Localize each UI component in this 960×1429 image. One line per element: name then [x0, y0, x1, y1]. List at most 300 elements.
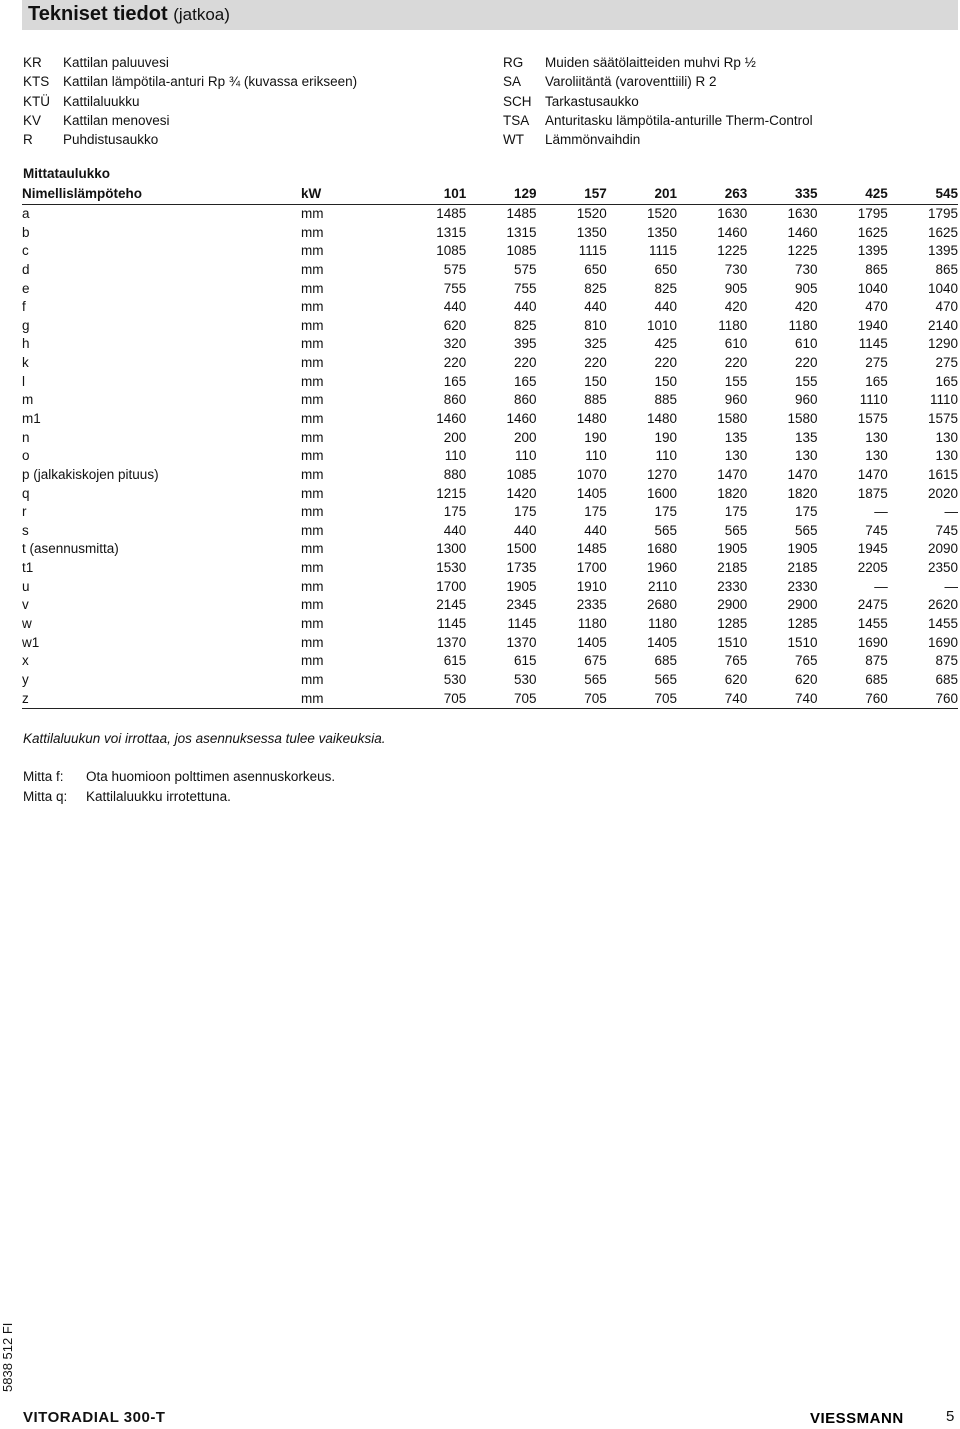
row-unit: mm [301, 522, 324, 538]
mitta-notes [23, 767, 335, 806]
legend-right [503, 53, 813, 149]
row-value: 2475 [857, 597, 888, 613]
row-value: 1460 [506, 411, 537, 426]
table-row [22, 596, 958, 615]
row-unit: mm [301, 429, 324, 445]
row-value: 440 [513, 522, 537, 538]
row-value: 760 [818, 689, 888, 708]
row-value: 2110 [647, 578, 677, 594]
row-value: 130 [865, 429, 888, 445]
legend-text: Varoliitäntä (varoventtiili) R 2 [545, 74, 717, 90]
row-value: 2020 [927, 485, 958, 501]
legend-code: SCH [503, 93, 532, 109]
row-value: 2205 [857, 560, 888, 576]
row-value: 1115 [578, 243, 607, 259]
row-value: 155 [724, 373, 748, 389]
table-row [22, 522, 958, 541]
row-label: o [22, 448, 30, 464]
legend-code: KTS [23, 74, 50, 90]
row-value: 470 [935, 299, 958, 315]
row-value: 1115 [648, 243, 677, 259]
row-value: 1405 [646, 634, 677, 650]
row-value: 1145 [858, 336, 888, 352]
row-value: 2140 [927, 317, 958, 333]
row-value: 2345 [506, 597, 537, 613]
row-value: 1405 [576, 634, 607, 650]
row-value: 565 [654, 522, 677, 538]
legend-text: Anturitasku lämpötila-anturille Therm-Control [545, 113, 813, 129]
legend-item [503, 53, 813, 72]
row-value: 1575 [857, 411, 888, 426]
row-unit: mm [301, 578, 324, 594]
dimension-table [22, 185, 958, 709]
row-value: 1485 [576, 541, 607, 557]
row-unit: mm [301, 224, 324, 240]
row-value: 650 [654, 261, 677, 277]
mitta-text: Kattilaluukku irrotettuna. [86, 788, 231, 804]
legend-code: KV [23, 113, 42, 129]
row-value: 2900 [787, 597, 818, 613]
row-value: 1945 [857, 541, 888, 557]
row-value: 765 [794, 653, 818, 669]
row-value: 175 [724, 504, 748, 520]
row-label: k [22, 355, 29, 371]
row-value: 860 [513, 392, 537, 408]
row-value: 2680 [646, 597, 677, 613]
row-value: 960 [794, 392, 818, 408]
row-label: h [22, 336, 30, 352]
row-value: 880 [443, 466, 467, 482]
row-label: r [22, 504, 27, 520]
row-value: 1470 [787, 466, 818, 482]
row-value: 2330 [717, 578, 748, 594]
row-value: 810 [584, 317, 607, 333]
row-unit: mm [301, 392, 324, 408]
legend-left [23, 53, 357, 149]
row-value: 425 [654, 336, 677, 352]
row-value: 165 [443, 373, 467, 389]
row-value: 960 [724, 392, 748, 408]
row-value: 1010 [646, 317, 677, 333]
table-row [22, 615, 958, 634]
header-output-263: 263 [677, 185, 747, 204]
row-value: 1500 [506, 541, 537, 557]
row-value: 1145 [507, 616, 537, 632]
legend-code: KR [23, 55, 42, 71]
row-value: 860 [443, 392, 467, 408]
row-value: 685 [865, 671, 888, 687]
table-row [22, 671, 958, 690]
row-value: 905 [724, 280, 748, 296]
row-value: 565 [584, 671, 607, 687]
row-value: 1485 [506, 205, 537, 221]
page-title: Tekniset tiedot (jatkoa) [28, 3, 230, 25]
table-row [22, 428, 958, 447]
page-title-bar [22, 0, 958, 30]
row-value: 150 [654, 373, 677, 389]
row-unit: mm [301, 504, 324, 520]
row-label: f [22, 299, 26, 315]
row-value: 1110 [859, 392, 888, 408]
header-output-157: 157 [537, 185, 607, 204]
row-label: q [22, 485, 30, 501]
row-value: 825 [654, 280, 677, 296]
row-label: g [22, 317, 30, 333]
row-value: 685 [654, 653, 677, 669]
row-value: 220 [513, 355, 537, 371]
row-value: 1040 [857, 280, 888, 296]
note-text: Kattilaluukun voi irrottaa, jos asennuksessa tulee vaikeuksia. [23, 731, 386, 746]
row-label: m [22, 392, 34, 408]
row-value: 865 [865, 261, 888, 277]
header-output-545: 545 [888, 185, 958, 204]
row-value: 1420 [506, 485, 537, 501]
row-value: 1875 [857, 485, 888, 501]
legend-item [503, 130, 813, 149]
row-value: 130 [724, 448, 748, 464]
row-value: 1480 [646, 411, 677, 426]
header-unit: kW [301, 185, 396, 204]
row-unit: mm [301, 448, 324, 464]
row-value: 1600 [646, 485, 677, 501]
table-row [22, 354, 958, 373]
legend-item [23, 130, 357, 149]
row-value: 1285 [717, 616, 748, 632]
row-value: 1040 [927, 280, 958, 296]
row-value: 130 [794, 448, 818, 464]
row-value: 175 [584, 504, 607, 520]
row-value: 675 [584, 653, 607, 669]
row-value: 730 [794, 261, 818, 277]
legend-item [23, 92, 357, 111]
header-output-129: 129 [466, 185, 536, 204]
row-value: 1820 [717, 485, 748, 501]
table-row [22, 279, 958, 298]
row-value: 1180 [718, 317, 748, 333]
table-row [22, 466, 958, 485]
row-value: 165 [865, 373, 888, 389]
row-value: 765 [724, 653, 748, 669]
legend-code: WT [503, 132, 524, 148]
row-value: 1735 [506, 560, 537, 576]
row-value: 610 [724, 336, 748, 352]
row-value: 220 [443, 355, 467, 371]
mitta-note [23, 767, 335, 787]
row-value: 1215 [436, 485, 467, 501]
brand-logo [810, 1405, 918, 1427]
row-unit: mm [301, 317, 324, 333]
row-value: 1315 [436, 224, 467, 240]
row-value: 1470 [717, 466, 748, 482]
row-label: x [22, 653, 29, 669]
row-value: 420 [794, 299, 818, 315]
row-value: 2185 [787, 560, 818, 576]
row-unit: mm [301, 261, 324, 277]
row-value: 620 [794, 671, 818, 687]
row-value: 705 [607, 689, 677, 708]
legend-text: Kattilan menovesi [63, 113, 170, 129]
table-row [22, 372, 958, 391]
table-row [22, 484, 958, 503]
legend-item [503, 92, 813, 111]
row-unit: mm [301, 243, 324, 259]
legend-item [23, 53, 357, 72]
row-value: 1940 [857, 317, 888, 333]
row-value: 220 [794, 355, 818, 371]
row-label: e [22, 280, 30, 296]
row-value: 395 [513, 336, 537, 352]
row-value: 220 [724, 355, 748, 371]
row-value: 1270 [646, 466, 677, 482]
row-value: 760 [888, 689, 958, 708]
row-value: 1145 [437, 616, 467, 632]
row-value: 110 [585, 448, 607, 464]
table-row [22, 633, 958, 652]
row-value: 150 [584, 373, 607, 389]
row-value: 1470 [857, 466, 888, 482]
row-value: 130 [935, 448, 958, 464]
row-label: t (asennusmitta) [22, 541, 119, 557]
row-value: 1405 [576, 485, 607, 501]
row-value: 325 [584, 336, 607, 352]
row-label: m1 [22, 411, 41, 426]
row-value: 620 [443, 317, 467, 333]
table-row [22, 261, 958, 280]
row-value: 745 [865, 522, 888, 538]
mitta-text: Ota huomioon polttimen asennuskorkeus. [86, 769, 336, 785]
row-value: — [874, 504, 888, 520]
row-value: 620 [724, 671, 748, 687]
table-row [22, 204, 958, 223]
row-value: 825 [513, 317, 537, 333]
row-value: 1580 [717, 411, 748, 426]
header-output-101: 101 [396, 185, 466, 204]
row-value: 440 [443, 299, 467, 315]
row-value: 165 [935, 373, 958, 389]
row-value: 200 [513, 429, 537, 445]
table-row [22, 335, 958, 354]
row-value: 730 [724, 261, 748, 277]
row-label: d [22, 261, 30, 277]
table-header-row [22, 185, 958, 204]
table-body [22, 204, 958, 708]
row-value: 1455 [927, 616, 958, 632]
legend-item [23, 111, 357, 130]
row-value: 1795 [927, 205, 958, 221]
row-value: 165 [513, 373, 537, 389]
legend-text: Lämmönvaihdin [545, 132, 641, 148]
row-value: 1690 [927, 634, 958, 650]
legend-item [23, 72, 357, 91]
row-unit: mm [301, 560, 324, 576]
row-value: 440 [584, 522, 607, 538]
row-value: 175 [513, 504, 537, 520]
legend-code: SA [503, 74, 522, 90]
row-value: 2335 [576, 597, 607, 613]
header-output-335: 335 [747, 185, 817, 204]
row-unit: mm [301, 653, 324, 669]
legend-code: RG [503, 55, 524, 71]
row-value: 1960 [646, 560, 677, 576]
row-value: 470 [865, 299, 888, 315]
row-unit: mm [301, 280, 324, 296]
row-value: 755 [443, 280, 467, 296]
row-value: 745 [935, 522, 958, 538]
row-value: 615 [513, 653, 537, 669]
row-value: 1510 [787, 634, 818, 650]
row-value: 175 [794, 504, 818, 520]
row-value: 1290 [927, 336, 958, 352]
row-label: n [22, 429, 30, 445]
row-value: 1630 [717, 205, 748, 221]
row-value: 2145 [436, 597, 467, 613]
row-value: 1905 [506, 578, 537, 594]
row-value: 2350 [927, 560, 958, 576]
row-value: 200 [443, 429, 467, 445]
row-value: 1795 [857, 205, 888, 221]
row-label: s [22, 522, 29, 538]
page-subtitle: (jatkoa) [173, 5, 230, 24]
table-row [22, 652, 958, 671]
row-unit: mm [301, 205, 324, 221]
row-value: 1625 [857, 224, 888, 240]
row-value: 1085 [506, 243, 537, 259]
row-value: 220 [654, 355, 677, 371]
row-value: 1905 [787, 541, 818, 557]
row-value: 705 [396, 689, 466, 708]
row-value: 1315 [506, 224, 537, 240]
row-value: 1180 [577, 616, 607, 632]
row-unit: mm [301, 616, 324, 632]
row-value: 1510 [717, 634, 748, 650]
row-unit: mm [301, 336, 324, 352]
row-value: 530 [513, 671, 537, 687]
row-value: 1225 [717, 243, 748, 259]
row-value: 1615 [927, 466, 958, 482]
row-value: 440 [513, 299, 537, 315]
row-value: 1690 [857, 634, 888, 650]
row-value: 565 [724, 522, 748, 538]
row-label: y [22, 671, 29, 687]
row-value: 110 [444, 448, 467, 464]
row-value: 575 [443, 261, 467, 277]
row-label: w [22, 616, 32, 632]
row-value: 1700 [436, 578, 467, 594]
row-value: 130 [935, 429, 958, 445]
row-value: 575 [513, 261, 537, 277]
row-value: 1680 [646, 541, 677, 557]
legend-item [503, 72, 813, 91]
row-label: u [22, 578, 30, 594]
row-unit: mm [301, 299, 324, 315]
row-value: 440 [443, 522, 467, 538]
row-value: — [944, 578, 958, 594]
table-row [22, 577, 958, 596]
row-value: 110 [514, 448, 537, 464]
row-unit: mm [301, 597, 324, 613]
row-label: w1 [22, 634, 40, 650]
row-value: 705 [537, 689, 607, 708]
row-value: 1370 [506, 634, 537, 650]
row-value: 320 [443, 336, 467, 352]
row-value: 1520 [576, 205, 607, 221]
row-value: 1180 [788, 317, 818, 333]
mitta-key: Mitta q: [23, 788, 68, 804]
row-value: 1085 [506, 466, 537, 482]
row-value: — [944, 504, 958, 520]
mitta-note [23, 787, 335, 807]
row-unit: mm [301, 485, 324, 501]
row-value: 1395 [927, 243, 958, 259]
row-value: 175 [443, 504, 467, 520]
row-value: 1070 [576, 466, 607, 482]
table-row [22, 316, 958, 335]
row-label: c [22, 243, 29, 259]
row-value: 2900 [717, 597, 748, 613]
row-value: 530 [443, 671, 467, 687]
legend-code: KTÜ [23, 93, 50, 109]
row-value: 110 [655, 448, 677, 464]
row-value: 1820 [787, 485, 818, 501]
row-value: 1625 [927, 224, 958, 240]
row-value: 865 [935, 261, 958, 277]
row-unit: mm [301, 541, 324, 557]
row-unit: mm [301, 689, 396, 708]
legend-text: Puhdistusaukko [63, 132, 159, 148]
row-value: 1910 [576, 578, 607, 594]
row-value: 1520 [646, 205, 677, 221]
row-value: 740 [677, 689, 747, 708]
row-value: 1700 [576, 560, 607, 576]
row-label: a [22, 205, 30, 221]
legend-text: Kattilaluukku [63, 93, 140, 109]
row-value: 135 [794, 429, 818, 445]
page-number: 5 [946, 1408, 955, 1425]
row-value: 1530 [436, 560, 467, 576]
table-row [22, 540, 958, 559]
row-value: 905 [794, 280, 818, 296]
legend-code: TSA [503, 113, 530, 129]
row-value: 2620 [927, 597, 958, 613]
table-row [22, 689, 958, 708]
row-value: 1905 [717, 541, 748, 557]
header-label: Nimellislämpöteho [22, 185, 301, 204]
row-value: 875 [865, 653, 888, 669]
row-value: 885 [584, 392, 607, 408]
table-row [22, 391, 958, 410]
row-value: 565 [654, 671, 677, 687]
table-row [22, 223, 958, 242]
row-value: 1580 [787, 411, 818, 426]
row-value: 650 [584, 261, 607, 277]
row-value: 1395 [857, 243, 888, 259]
row-value: 440 [584, 299, 607, 315]
legend-text: Kattilan paluuvesi [63, 55, 169, 71]
row-value: 2330 [787, 578, 818, 594]
row-label: p (jalkakiskojen pituus) [22, 466, 159, 482]
row-value: 155 [794, 373, 818, 389]
row-value: 135 [724, 429, 748, 445]
row-value: 1575 [927, 411, 958, 426]
row-value: 1460 [787, 224, 818, 240]
row-value: 1350 [576, 224, 607, 240]
brand-logo-text: VIESSMANN [810, 1410, 904, 1427]
table-row [22, 447, 958, 466]
table-row [22, 242, 958, 261]
row-unit: mm [301, 355, 324, 371]
row-value: 875 [935, 653, 958, 669]
row-value: 755 [513, 280, 537, 296]
